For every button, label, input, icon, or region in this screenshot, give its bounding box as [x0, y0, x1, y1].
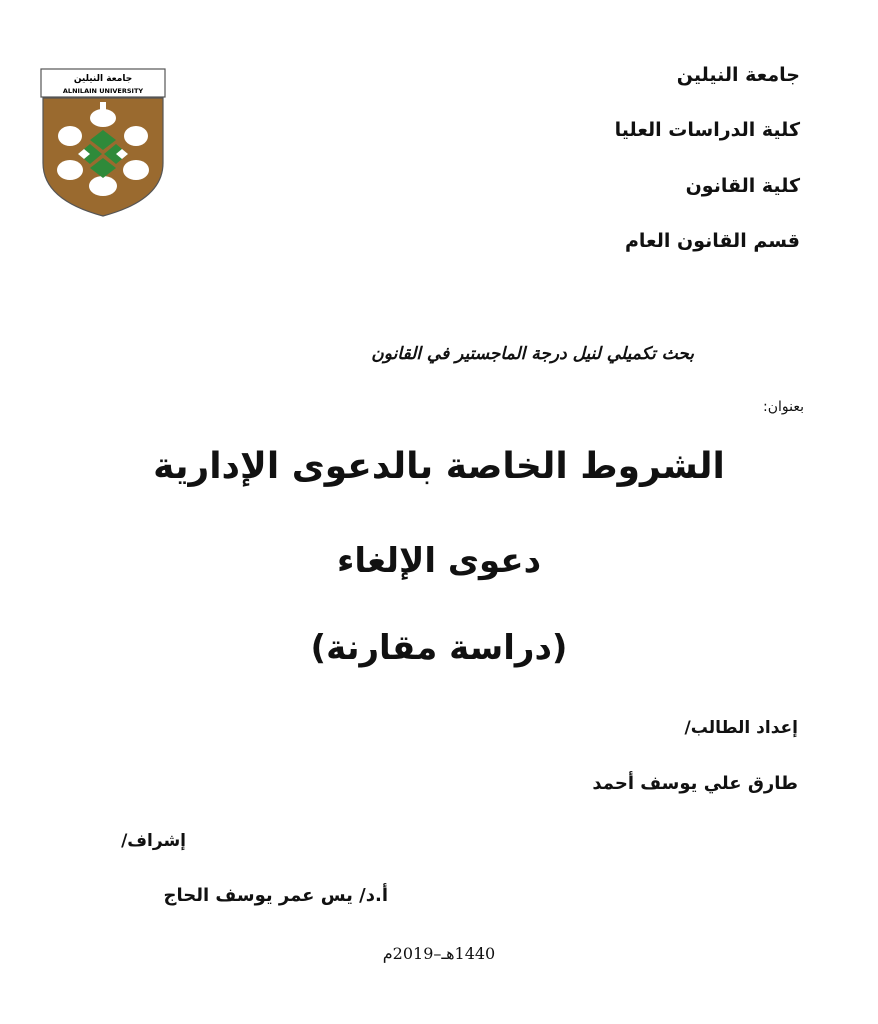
title-label: بعنوان:: [763, 399, 804, 415]
university-logo: [40, 68, 166, 218]
title-line-1: الشروط الخاصة بالدعوى الإدارية: [153, 446, 725, 487]
student-label: إعداد الطالب/: [684, 718, 798, 738]
logo-arabic-text: جامعة النيلين: [73, 74, 133, 84]
graduate-college: كلية الدراسات العليا: [614, 119, 800, 141]
supervisor-name: أ.د/ يس عمر يوسف الحاج: [163, 885, 388, 906]
law-college: كلية القانون: [685, 175, 800, 197]
student-name: طارق علي يوسف أحمد: [592, 773, 798, 794]
date: 1440هـ–2019م: [382, 944, 496, 963]
logo-english-text: ALNILAIN UNIVERSITY: [62, 87, 144, 95]
university-name: جامعة النيلين: [676, 64, 800, 86]
title-line-3: (دراسة مقارنة): [310, 628, 568, 668]
thesis-description: بحث تكميلي لنيل درجة الماجستير في القانون: [371, 344, 694, 364]
title-line-2: دعوى الإلغاء: [336, 541, 542, 581]
department-name: قسم القانون العام: [624, 230, 800, 252]
supervisor-label: إشراف/: [121, 831, 186, 851]
